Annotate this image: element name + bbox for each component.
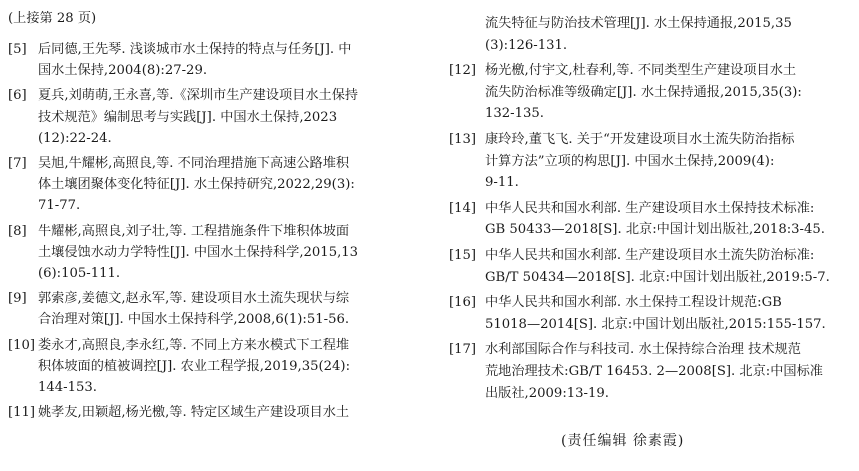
reference-number: [6] <box>8 88 27 104</box>
reference-line: GB 50433—2018[S]. 北京:中国计划出版社,2018:3-45. <box>485 222 825 238</box>
reference-number: [11] <box>8 405 36 421</box>
reference-number: [9] <box>8 291 27 307</box>
reference-line: 水利部国际合作与科技司. 水土保持综合治理 技术规范 <box>485 342 801 358</box>
reference-number: [7] <box>8 156 27 171</box>
reference-line: 娄永才,高照良,李永红,等. 不同上方来水模式下工程堆 <box>38 337 350 353</box>
reference-line: 郭索彦,姜德文,赵永军,等. 建设项目水土流失现状与综 <box>38 291 350 307</box>
reference-line: 体土壤团聚体变化特征[J]. 水土保持研究,2022,29(3): <box>38 177 355 193</box>
reference-number: [8] <box>8 223 27 239</box>
editor-note: (责任编辑 徐素霞) <box>561 433 685 449</box>
reference-line: 合治理对策[J]. 中国水土保持科学,2008,6(1):51-56. <box>38 312 350 328</box>
reference-line: 出版社,2009:13-19. <box>485 385 609 401</box>
reference-line: 吴旭,牛耀彬,高照良,等. 不同治理措施下高速公路堆积 <box>38 156 350 171</box>
reference-line: 144-153. <box>38 380 97 395</box>
reference-number: [13] <box>449 132 477 147</box>
reference-line: 积体坡面的植被调控[J]. 农业工程学报,2019,35(24): <box>38 358 351 374</box>
reference-number: [14] <box>449 200 477 216</box>
reference-line: 牛耀彬,高照良,刘子壮,等. 工程措施条件下堆积体坡面 <box>38 223 350 239</box>
reference-line: 夏兵,刘萌萌,王永喜,等.《深圳市生产建设项目水土保持 <box>38 88 359 104</box>
reference-line: 康玲玲,董飞飞. 关于“开发建设项目水土流失防治指标 <box>485 132 795 147</box>
reference-line: (12):22-24. <box>38 130 112 146</box>
reference-line: 中华人民共和国水利部. 水土保持工程设计规范:GB <box>485 295 782 311</box>
reference-line: 中华人民共和国水利部. 生产建设项目水土流失防治标准: <box>485 248 815 263</box>
reference-line: 71-77. <box>38 198 81 214</box>
reference-number: [17] <box>449 342 477 358</box>
reference-line: 土壤侵蚀水动力学特性[J]. 中国水土保持科学,2015,13 <box>38 244 359 260</box>
reference-number: [16] <box>449 295 477 311</box>
continued-note: (上接第 28 页) <box>8 11 97 26</box>
reference-line: 中华人民共和国水利部. 生产建设项目水土保持技术标准: <box>485 200 815 216</box>
reference-line: 荒地治理技术:GB/T 16453. 2—2008[S]. 北京:中国标准 <box>485 364 823 379</box>
reference-number: [15] <box>449 248 477 263</box>
reference-line: (3):126-131. <box>485 37 568 53</box>
reference-line: 计算方法”立项的构思[J]. 中国水土保持,2009(4): <box>485 153 775 169</box>
reference-line: GB/T 50434—2018[S]. 北京:中国计划出版社,2019:5-7. <box>485 269 830 285</box>
reference-line: 9-11. <box>485 175 519 191</box>
reference-line: 132-135. <box>485 106 544 122</box>
reference-number: [5] <box>8 42 27 57</box>
reference-line: 技术规范》编制思考与实践[J]. 中国水土保持,2023 <box>38 109 338 125</box>
reference-line: (6):105-111. <box>38 266 121 281</box>
reference-line: 杨光檄,付宇文,杜春利,等. 不同类型生产建设项目水土 <box>485 63 797 79</box>
reference-number: [12] <box>449 63 477 79</box>
reference-line: 姚孝友,田颖超,杨光檄,等. 特定区域生产建设项目水土 <box>38 405 350 421</box>
reference-line: 后同德,王先琴. 浅谈城市水土保持的特点与任务[J]. 中 <box>38 42 352 57</box>
reference-line: 国水土保持,2004(8):27-29. <box>38 63 208 79</box>
reference-line: 流失防治标准等级确定[J]. 水土保持通报,2015,35(3): <box>485 84 802 100</box>
reference-line: 流失特征与防治技术管理[J]. 水土保持通报,2015,35 <box>485 16 792 31</box>
reference-number: [10] <box>8 337 36 353</box>
reference-line: 51018—2014[S]. 北京:中国计划出版社,2015:155-157. <box>485 316 826 332</box>
